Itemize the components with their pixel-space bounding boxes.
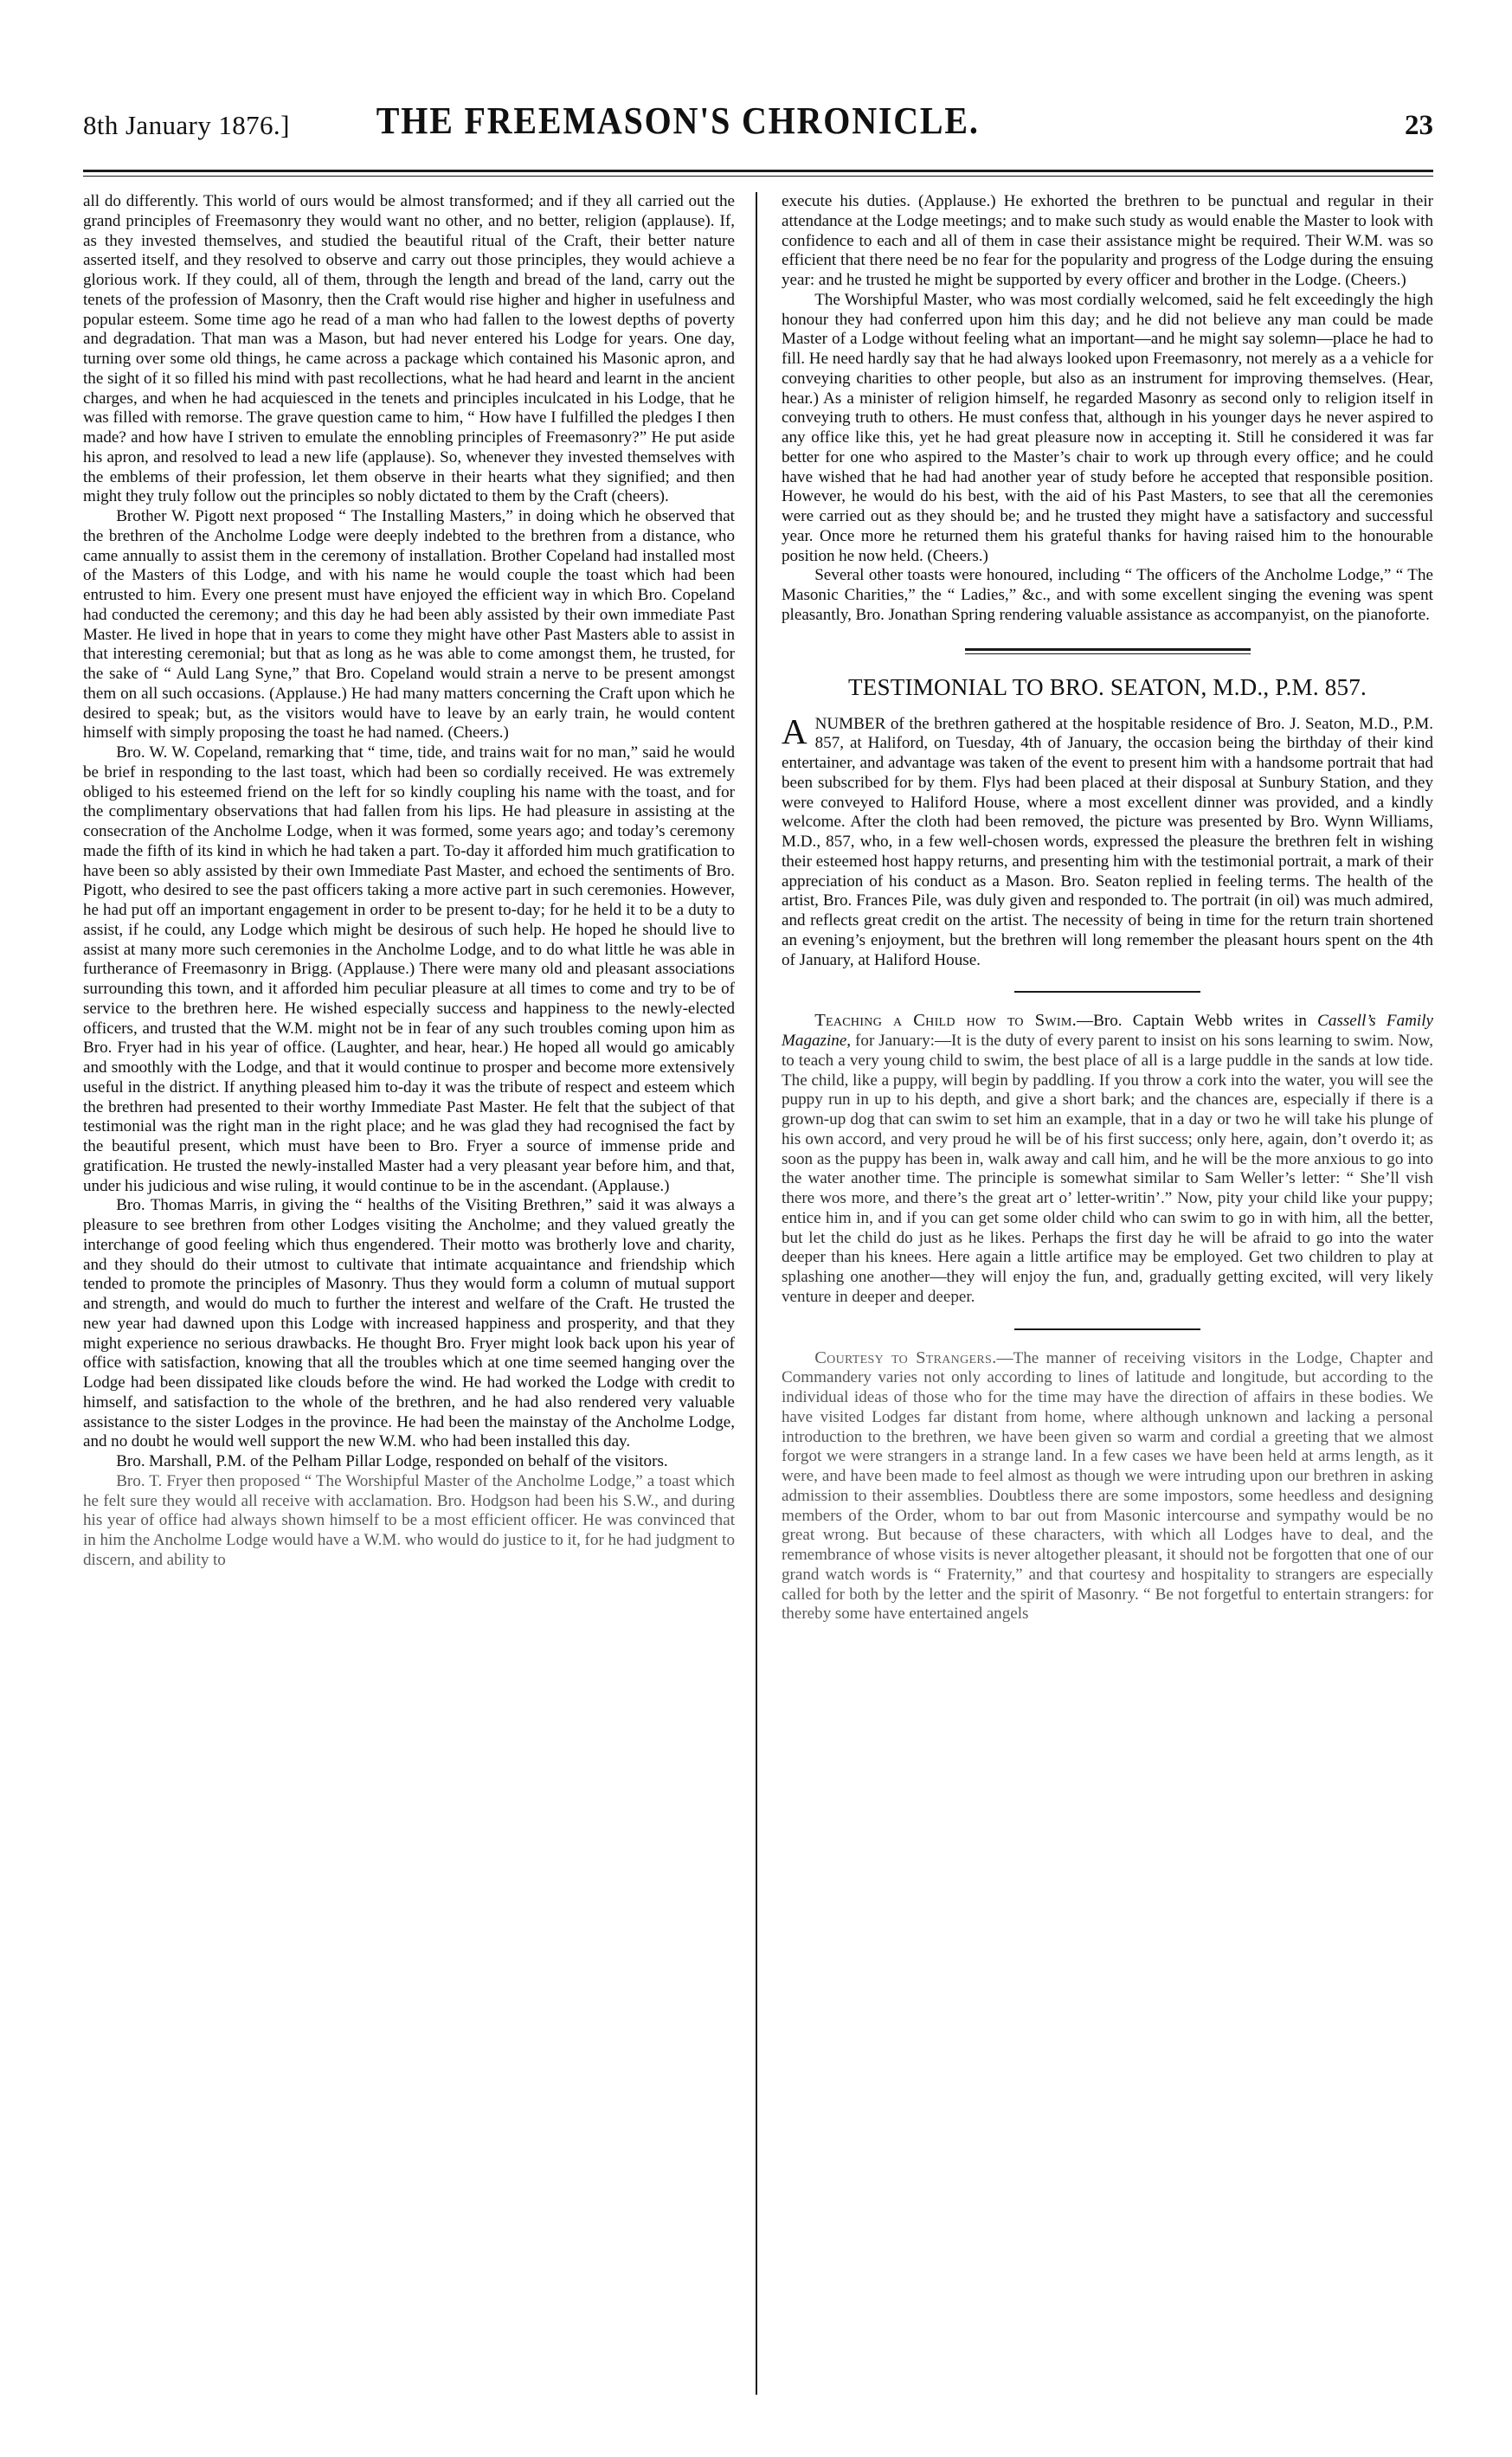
masthead-rule — [83, 170, 1433, 177]
swim-item — [782, 1010, 1433, 1307]
swim-text: for January:—It is the duty of every parent to insist on his sons learning to swim. Now, to teach a very young child to swim, the best place of all is a large puddle in the sands at low tide. The child, like a puppy, will begin by paddling. If you throw a cork into the water, you will see the puppy run in up to his depth, and give a short bark; and the chances are, especially if there is a grown-up dog that can swim to set him an example, that in a day or two he will take his plunge of his own accord, and very proud he will be of his first success; only here, again, don’t overdo it; as soon as the puppy has been in, walk away and call him, and he will be the more anxious to go into the water another time. The principle is somewhat similar to Sam Weller’s letter: “ She’ll vish there wos more, and there’s the great art o’ letter-writin’.” Now, pity your child like your puppy; entice him in, and if you can get some older child who can swim to go in with him, all the better, but let the child do just as he likes. Perhaps the first day he will be afraid to go into the water deeper than his knees. Here again a little artifice may be employed. Get two children to play at splashing one another—they will enjoy the fun, and, gradually getting excited, will very likely venture in deeper and deeper. — [782, 1032, 1433, 1306]
swim-source-lead: Bro. Captain Webb writes in — [1093, 1012, 1318, 1031]
swim-runin-head: Teaching a Child how to Swim. — [814, 1011, 1078, 1031]
issue-date: 8th January 1876.] — [83, 110, 290, 140]
paragraph: Bro. Marshall, P.M. of the Pelham Pillar Lodge, responded on behalf of the visitors. — [116, 1452, 668, 1470]
paragraph: Bro. W. W. Copeland, remarking that “ time, tide, and trains wait for no man,” said he would be brief in responding to the last toast, which had been so cordially received. He was extremely obliged to his esteemed friend on the left for so kindly coupling his name with the toast, and for the complimentary observations that had fallen from his lips. He had pleasure in assisting at the consecration of the Ancholme Lodge, when it was formed, some years ago; and today’s ceremony made the fifth of its kind in which he had taken a part. To-day it afforded him much gratification to have been so ably assisted by their own Immediate Past Master, and echoed the sentiments of Bro. Pigott, who desired to see the past officers taking a more active part in such ceremonies. However, he had put off an important engagement in order to be present to-day; for he held it to be a duty to assist, if he could, any Lodge which might be desirous of such help. He hoped he should live to assist at many more such ceremonies in the Ancholme Lodge, and to do what little he was able in furtherance of Freemasonry in Brigg. (Applause.) There were many old and pleasant associations surrounding this town, and it afforded him peculiar pleasure at all times to come and try to be of service to the brethren here. He wished especially success and happiness to the newly-elected officers, and trusted that the W.M. might not be in fear of any such troubles coming upon him as Bro. Fryer had in his year of office. (Laughter, and hear, hear.) He hoped all would go amicably and smoothly with the Lodge, and that it would continue to prosper and become more extensively useful in the district. If anything pleased him to-day it was the tribute of respect and esteem which the brethren had presented to their worthy Immediate Past Master. He felt that the subject of that testimonial was the right man in the right place; and he was glad they had recognised the fact by the beautiful present, which must have been to Bro. Fryer a source of immense pride and gratification. He trusted the newly-installed Master had a very pleasant year before him, and that, under his judicious and wise ruling, it would continue to be in the ascendant. (Applause.) — [83, 743, 735, 1195]
paragraph: The Worshipful Master, who was most cordially welcomed, said he felt exceedingly the high honour they had conferred upon him this day; and he did not believe any man could be made Master of a Lodge without feeling what an important—and he might say solemn—place he had to fill. He need hardly say that he had always looked upon Freemasonry, not merely as a a vehicle for conveying charities to other people, but also as an instrument for improving themselves. (Hear, hear.) As a minister of religion himself, he regarded Masonry as second only to religion itself in conveying truth to others. He must confess that, although in his younger days he never aspired to any office like this, yet he had great pleasure now in accepting it. Still he considered it was far better for one who aspired to the Master’s chair to work up through every office; and he could have wished that he had had another year of study before he accepted that responsible position. However, he would do his best, with the aid of his Past Masters, to see that all the ceremonies were carried out as they should be; and he trusted they might have a satisfactory and successful year. Once more he returned them his grateful thanks for having raised him to the honourable position he now held. (Cheers.) — [782, 290, 1433, 565]
publication-title: THE FREEMASON'S CHRONICLE. — [376, 98, 980, 142]
column-left — [83, 192, 749, 2408]
testimonial-heading: TESTIMONIAL TO BRO. SEATON, M.D., P.M. 857. — [848, 672, 1367, 700]
article-columns — [83, 192, 1433, 2408]
courtesy-item — [782, 1347, 1433, 1625]
paragraph: Bro. Thomas Marris, in giving the “ healths of the Visiting Brethren,” said it was always a pleasure to see brethren from other Lodges visiting the Ancholme; and they valued greatly the interchange of good feeling which thus engendered. Their motto was brotherly love and charity, and they should do their utmost to cultivate that intimate acquaintance and friendship which tended to promote the principles of Masonry. Thus they would form a column of mutual support and strength, and would do much to further the interest and welfare of the Craft. He trusted the new year had dawned upon this Lodge with increased happiness and prosperity, and that they might experience no serious drawbacks. He thought Bro. Fryer might look back upon his year of office with satisfaction, knowing that all the troubles which at one time seemed hanging over the Lodge had been dissipated like clouds before the wind. He had worked the Lodge with credit to himself, and satisfaction to the whole of the brethren, and he had also rendered very valuable assistance to the sister Lodges in the province. He had been the mainstay of the Ancholme Lodge, and no doubt he would well support the new W.M. who had been installed this day. — [83, 1196, 735, 1451]
paragraph: Bro. T. Fryer then proposed “ The Worshipful Master of the Ancholme Lodge,” a toast which he felt sure they would all receive with acclamation. Bro. Hodgson had been his S.W., and during his year of office had always shown himself to be a most efficient officer. He was convinced that in him the Ancholme Lodge would have a W.M. who would do justice to it, for he had judgment to discern, and ability to — [83, 1471, 735, 1569]
em-dash: — — [996, 1348, 1013, 1367]
swim-source-title: Cassell’s Family Magazine, — [782, 1012, 1433, 1050]
column-right — [764, 192, 1433, 2408]
testimonial-body — [782, 711, 1433, 971]
paragraph: execute his duties. (Applause.) He exhorted the brethren to be punctual and regular in their attendance at the Lodge meetings; and to make such study as would enable the Master to look with confidence to each and all of them in case their assistance might be required. Their W.M. was so efficient that there need be no fear for the popularity and progress of the Lodge during the ensuing year: and he trusted he might be supported by every officer and brother in the Lodge. (Cheers.) — [782, 192, 1433, 289]
item-divider-rule-1 — [1014, 991, 1200, 993]
paragraph: Brother W. Pigott next proposed “ The Installing Masters,” in doing which he observed that the brethren of the Ancholme Lodge were deeply indebted to the brethren from a distance, who came annually to assist them in the ceremony of installation. Brother Copeland had installed most of the Masters of this Lodge, and with his name he would couple the toast which had been entrusted to him. Every one present must have enjoyed the efficient way in which Bro. Copeland had conducted the ceremony; and this day he had been ably assisted by their own immediate Past Master. He lived in hope that in years to come they might have other Past Masters able to assist in that interesting ceremonial; but that as long as he was able to come amongst them, he trusted, for the sake of “ Auld Lang Syne,” that Bro. Copeland would strain a nerve to be present amongst them on all such occasions. (Applause.) He had many matters concerning the Craft upon which he desired to speak; but, as the visitors would have to leave by an early train, he would content himself with simply proposing the toast he had named. (Cheers.) — [83, 507, 735, 743]
paragraph: Several other toasts were honoured, including “ The officers of the Ancholme Lodge,” “ The Masonic Charities,” the “ Ladies,” &c., and with some excellent singing the evening was spent pleasantly, Bro. Jonathan Spring rendering valuable assistance as accompanyist, on the pianoforte. — [782, 566, 1433, 624]
masthead — [83, 98, 1433, 164]
courtesy-text: The manner of receiving visitors in the Lodge, Chapter and Commandery varies not only according to lines of latitude and longitude, but according to the individual ideas of those who for the time may have the direction of affairs in these bodies. We have visited Lodges far distant from home, where although unknown and lacking a personal introduction to the brethren, we have been given so warm and cordial a greeting that we almost forgot we were strangers in a strange land. In a few cases we have been held at arms length, as it were, and have been made to feel almost as though we were intruding upon our brethren in asking admission to their assemblies. Doubtless there are some impostors, some heedless and designing members of the Order, whom to bar out from Masonic intercourse and sympathy would be no great wrong. But because of these characters, with which all Lodges have to deal, and the remembrance of whose visits is never altogether pleasant, it should not be forgotten that one of our grand watch words is “ Fraternity,” and that courtesy and hospitality to strangers are especially called for both by the letter and the spirit of Masonry. “ Be not forgetful to entertain strangers: for thereby some have entertained angels — [782, 1348, 1433, 1624]
drop-cap: A — [782, 711, 807, 751]
page-number: 23 — [1405, 110, 1433, 141]
paragraph: all do differently. This world of ours would be almost transformed; and if they all carried out the grand principles of Freemasonry they would want no other, and no better, religion (applause). If, as they invested themselves, and studied the beautiful ritual of the Craft, their better nature asserted itself, and they resolved to observe and carry out those principles, they would achieve a glorious work. If they could, all of them, through the length and bread of the land, carry out the tenets of the profession of Masonry, then the Craft would rise higher and higher in usefulness and popular esteem. Some time ago he read of a man who had fallen to the lowest depths of poverty and degradation. That man was a Mason, but had never entered his Lodge for years. One day, turning over some old things, he came across a package which contained his Masonic apron, and the sight of it so filled his mind with past recollections, what he had heard and learnt in the ancient charges, and when he had acquiesced in the tenets and principles inculcated in his Lodge, that he was filled with remorse. The grave question came to him, “ How have I fulfilled the pledges I then made? and how have I striven to emulate the ennobling principles of Freemasonry?” He put aside his apron, and resolved to lead a new life (applause). So, whenever they invested themselves with the emblems of their profession, let them observe in their hearts what they signified; and then might they truly follow out the principles so nobly dictated to them by the Craft (cheers). — [83, 192, 735, 506]
column-divider — [756, 192, 757, 2395]
section-divider-rule — [965, 648, 1251, 654]
testimonial-text: NUMBER of the brethren gathered at the hospitable residence of Bro. J. Seaton, M.D., P.M. 857, at Haliford, on Tuesday, 4th of January, the occasion being the birthday of their kind entertainer, and advantage was taken of the event to present him with a handsome portrait that had been subscribed for by them. Flys had been placed at their disposal at Sunbury Station, and they were conveyed to Haliford House, where a most excellent dinner was provided, and a kindly welcome. After the cloth had been removed, the picture was presented by Bro. Wynn Williams, M.D., 857, who, in a few well-chosen words, expressed the pleasure the brethren felt in wishing their esteemed host happy returns, and presenting him with the testimonial portrait, a mark of their appreciation of his conduct as a Mason. Bro. Seaton replied in feeling terms. The health of the artist, Bro. Frances Pile, was duly given and responded to. The portrait (in oil) was much admired, and reflects great credit on the artist. The necessity of being in time for the return train shortened an evening’s enjoyment, but the brethren will long remember the pleasant hours spent on the 4th of January, at Haliford House. — [782, 714, 1433, 969]
item-divider-rule-2 — [1014, 1328, 1200, 1330]
em-dash: — — [1077, 1012, 1094, 1031]
courtesy-runin-head: Courtesy to Strangers. — [814, 1347, 997, 1367]
